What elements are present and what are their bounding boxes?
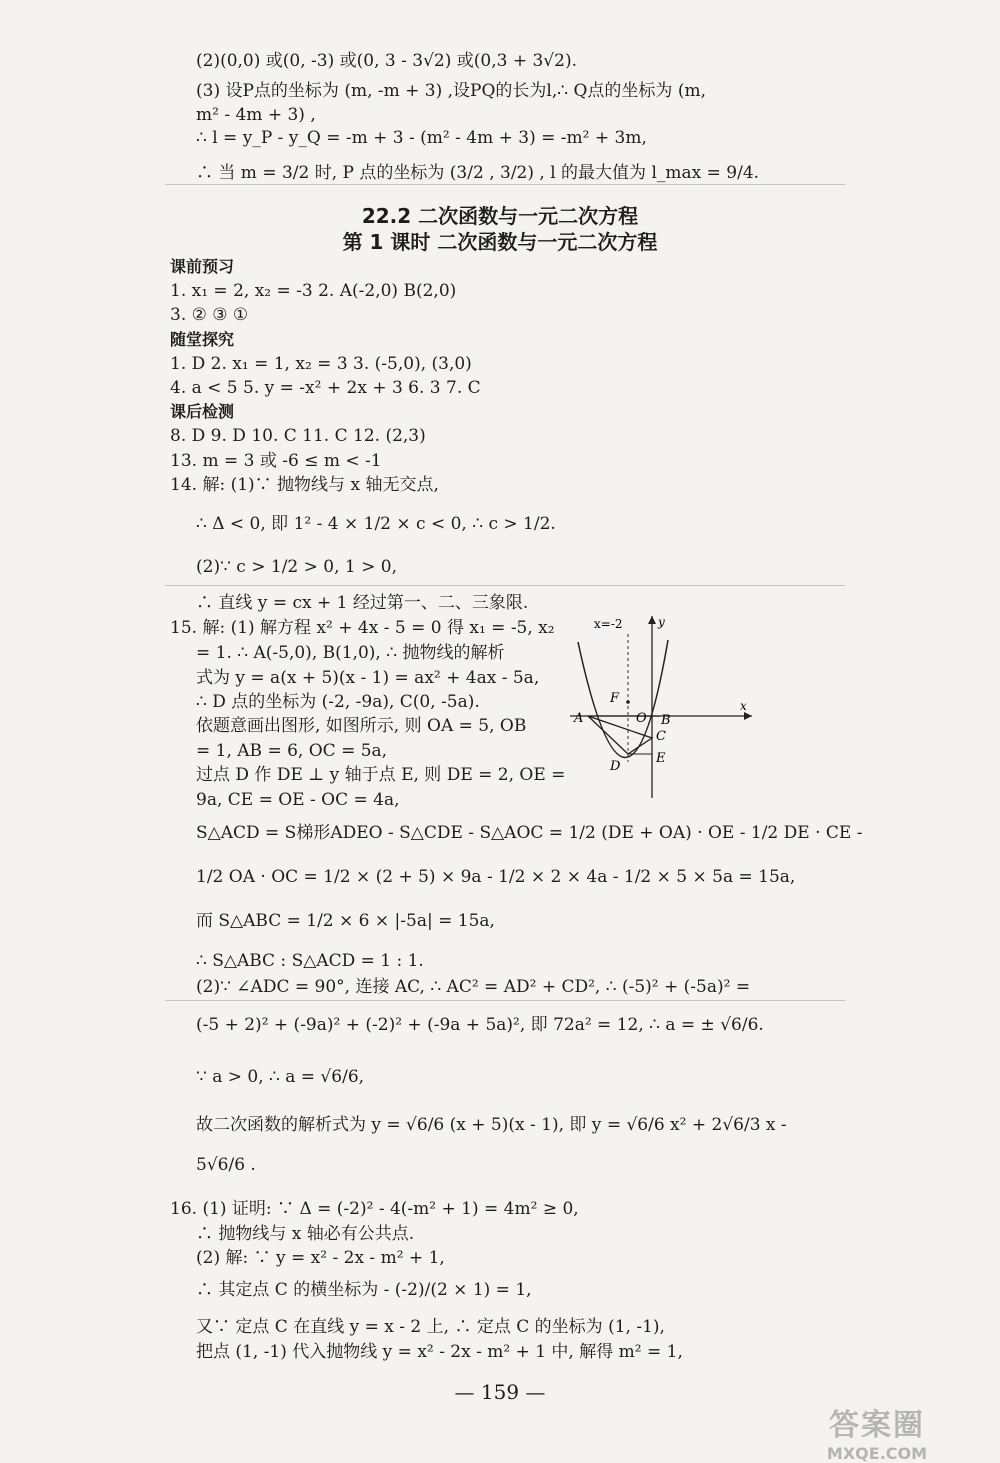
- text-line: 13. m = 3 或 -6 ≤ m < -1: [170, 451, 382, 471]
- text-line: 过点 D 作 DE ⊥ y 轴于点 E, 则 DE = 2, OE =: [196, 765, 566, 785]
- text-line: ∴ D 点的坐标为 (-2, -9a), C(0, -5a).: [196, 692, 480, 712]
- text-line: ∴ 其定点 C 的横坐标为 - (-2)/(2 × 1) = 1,: [196, 1280, 532, 1300]
- label-b: B: [661, 713, 671, 728]
- text-line: (-5 + 2)² + (-9a)² + (-2)² + (-9a + 5a)², 即 72a² = 12, ∴ a = ± √6/6.: [196, 1015, 764, 1035]
- heading-after: 课后检测: [170, 402, 235, 421]
- text-line: 4. a < 5 5. y = -x² + 2x + 3 6. 3 7. C: [170, 378, 481, 398]
- text-line: 8. D 9. D 10. C 11. C 12. (2,3): [170, 426, 426, 446]
- text-line: 1. D 2. x₁ = 1, x₂ = 3 3. (-5,0), (3,0): [170, 354, 472, 374]
- label-d: D: [610, 759, 621, 774]
- section-title: 22.2 二次函数与一元二次方程: [361, 204, 639, 228]
- watermark: [782, 1400, 972, 1463]
- ruled-line: [165, 1000, 845, 1001]
- text-line: 又∵ 定点 C 在直线 y = x - 2 上, ∴ 定点 C 的坐标为 (1, -1),: [196, 1317, 665, 1337]
- text-line: ∴ 抛物线与 x 轴必有公共点.: [196, 1224, 415, 1244]
- label-f: F: [610, 691, 620, 706]
- parabola-curve: [578, 640, 668, 758]
- ruled-line: [165, 184, 845, 185]
- label-a: A: [574, 711, 584, 726]
- text-line: 14. 解: (1)∵ 抛物线与 x 轴无交点,: [170, 475, 439, 495]
- y-axis-arrow: [648, 616, 656, 624]
- text-line: = 1, AB = 6, OC = 5a,: [196, 741, 388, 761]
- text-line: ∴ 直线 y = cx + 1 经过第一、二、三象限.: [196, 593, 529, 613]
- text-line: ∴ l = y_P - y_Q = -m + 3 - (m² - 4m + 3) = -m² + 3m,: [196, 128, 647, 148]
- text-line: 3. ② ③ ①: [170, 305, 249, 325]
- text-line: ∴ 当 m = 3/2 时, P 点的坐标为 (3/2 , 3/2) , l 的最大值为 l_max = 9/4.: [196, 163, 760, 183]
- watermark-url: MXQE.COM: [826, 1444, 928, 1463]
- heading-preview: 课前预习: [170, 257, 235, 276]
- text-line: (3) 设P点的坐标为 (m, -m + 3) ,设PQ的长为l,∴ Q点的坐标为 (m,: [196, 81, 706, 101]
- label-o: O: [636, 711, 647, 726]
- label-e: E: [656, 751, 666, 766]
- text-line: (2)(0,0) 或(0, -3) 或(0, 3 - 3√2) 或(0,3 + 3√2).: [196, 51, 577, 71]
- text-line: ∴ S△ABC : S△ACD = 1 : 1.: [196, 951, 424, 971]
- text-line: (2) 解: ∵ y = x² - 2x - m² + 1,: [196, 1248, 445, 1268]
- page-number: — 159 —: [454, 1380, 546, 1404]
- text-line: S△ACD = S梯形ADEO - S△CDE - S△AOC = 1/2 (DE + OA) · OE - 1/2 DE · CE -: [196, 823, 863, 843]
- text-line: 15. 解: (1) 解方程 x² + 4x - 5 = 0 得 x₁ = -5, x₂: [170, 618, 555, 638]
- text-line: 1. x₁ = 2, x₂ = -3 2. A(-2,0) B(2,0): [170, 281, 457, 301]
- parabola-figure: [566, 612, 756, 802]
- text-line: = 1. ∴ A(-5,0), B(1,0), ∴ 抛物线的解析: [196, 643, 505, 663]
- label-c: C: [656, 729, 666, 744]
- label-x: x: [740, 699, 747, 713]
- label-y: y: [658, 615, 665, 629]
- point-f: [626, 700, 630, 704]
- text-line: 1/2 OA · OC = 1/2 × (2 + 5) × 9a - 1/2 × 2 × 4a - 1/2 × 5 × 5a = 15a,: [196, 867, 796, 887]
- text-line: 16. (1) 证明: ∵ Δ = (-2)² - 4(-m² + 1) = 4m² ≥ 0,: [170, 1199, 579, 1219]
- text-line: 而 S△ABC = 1/2 × 6 × |-5a| = 15a,: [196, 911, 495, 931]
- ruled-line: [165, 585, 845, 586]
- text-line: 把点 (1, -1) 代入抛物线 y = x² - 2x - m² + 1 中, 解得 m² = 1,: [196, 1342, 683, 1362]
- text-line: 依题意画出图形, 如图所示, 则 OA = 5, OB: [196, 716, 527, 736]
- watermark-logo: 答案圈: [829, 1408, 925, 1443]
- text-line: m² - 4m + 3) ,: [196, 105, 316, 125]
- label-symmetry: x=-2: [594, 617, 623, 631]
- heading-inclass: 随堂探究: [170, 330, 235, 349]
- text-line: 式为 y = a(x + 5)(x - 1) = ax² + 4ax - 5a,: [196, 668, 540, 688]
- text-line: (2)∵ c > 1/2 > 0, 1 > 0,: [196, 557, 397, 577]
- text-line: 5√6/6 .: [196, 1155, 256, 1175]
- text-line: (2)∵ ∠ADC = 90°, 连接 AC, ∴ AC² = AD² + CD², ∴ (-5)² + (-5a)² =: [196, 977, 751, 997]
- text-line: 故二次函数的解析式为 y = √6/6 (x + 5)(x - 1), 即 y = √6/6 x² + 2√6/3 x -: [196, 1115, 787, 1135]
- text-line: ∴ Δ < 0, 即 1² - 4 × 1/2 × c < 0, ∴ c > 1/2.: [196, 514, 556, 534]
- text-line: 9a, CE = OE - OC = 4a,: [196, 790, 400, 810]
- lesson-title: 第 1 课时 二次函数与一元二次方程: [342, 230, 658, 254]
- text-line: ∵ a > 0, ∴ a = √6/6,: [196, 1067, 365, 1087]
- x-axis-arrow: [744, 712, 752, 720]
